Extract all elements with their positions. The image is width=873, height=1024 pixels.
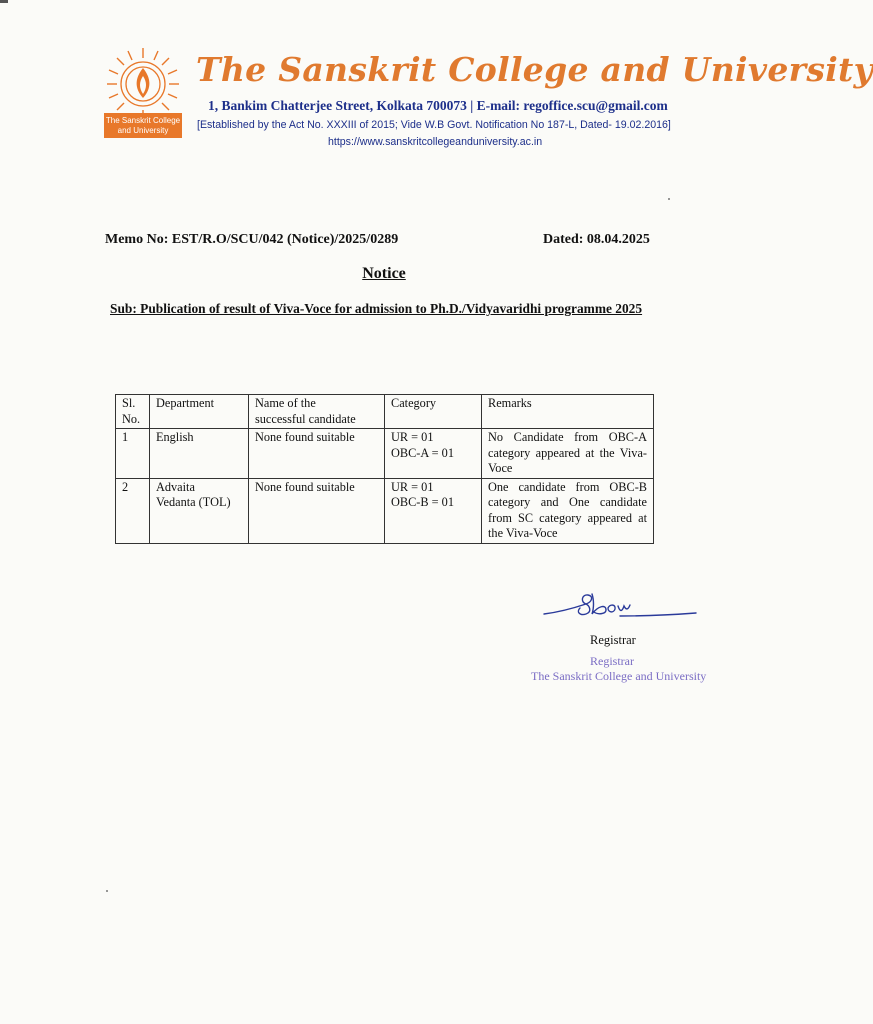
- memo-date: Dated: 08.04.2025: [543, 232, 650, 247]
- table-row: [116, 478, 654, 543]
- cell-department-line2: Vedanta (TOL): [156, 495, 231, 509]
- header-remarks: Remarks: [482, 395, 654, 429]
- cell-department: English: [150, 429, 249, 479]
- cell-sl: 1: [116, 429, 150, 479]
- cell-category-line1: UR = 01: [391, 479, 434, 494]
- header-department: Department: [150, 395, 249, 429]
- scan-speck: [106, 890, 108, 892]
- scan-speck: [668, 198, 670, 200]
- result-table: [115, 394, 654, 544]
- cell-remarks: No Candidate from OBC-A category appeared at the Viva-Voce: [482, 429, 654, 479]
- table-header-row: [116, 395, 654, 429]
- logo-banner-line1: The Sanskrit College: [105, 116, 181, 125]
- header-candidate-line1: Name of the: [255, 396, 316, 410]
- cell-department: [150, 478, 249, 543]
- cell-sl: 2: [116, 478, 150, 543]
- cell-category: [385, 429, 482, 479]
- stamp-organisation: The Sanskrit College and University: [531, 669, 707, 683]
- cell-category: [385, 478, 482, 543]
- header-candidate-line2: successful candidate: [255, 411, 356, 426]
- cell-remarks: One candidate from OBC-B category and One candidate from SC category appeared at the Viva-Voce: [482, 478, 654, 543]
- header-category: Category: [385, 395, 482, 429]
- page-edge-mark: [0, 0, 8, 3]
- logo-banner: [104, 113, 182, 138]
- logo-banner-line2: and University: [117, 126, 169, 135]
- cell-department-line1: Advaita: [156, 479, 195, 494]
- college-website: https://www.sanskritcollegeanduniversity.ac.in: [328, 136, 543, 148]
- memo-number: Memo No: EST/R.O/SCU/042 (Notice)/2025/0289: [105, 232, 399, 247]
- header-sl-line2: No.: [122, 411, 141, 426]
- college-address: 1, Bankim Chatterjee Street, Kolkata 700073 | E-mail: regoffice.scu@gmail.com: [208, 98, 668, 113]
- cell-category-line1: UR = 01: [391, 430, 434, 444]
- notice-title: Notice: [362, 265, 406, 282]
- cell-category-line2: OBC-B = 01: [391, 495, 454, 509]
- cell-candidate: None found suitable: [249, 429, 385, 479]
- college-name: The Sanskrit College and University: [196, 50, 873, 89]
- cell-category-line2: OBC-A = 01: [391, 445, 454, 460]
- header-candidate: [249, 395, 385, 429]
- notice-title-wrapper: [0, 265, 768, 283]
- header-sl-line1: Sl.: [122, 396, 136, 410]
- header-sl-no: [116, 395, 150, 429]
- stamp-title: Registrar: [590, 654, 634, 668]
- establishment-note: [Established by the Act No. XXXIII of 2015; Vide W.B Govt. Notification No 187-L, Dated- 19.02.2016]: [197, 119, 671, 131]
- notice-subject: Sub: Publication of result of Viva-Voce for admission to Ph.D./Vidyavaridhi programme 2025: [110, 301, 643, 316]
- table-row: [116, 429, 654, 479]
- cell-candidate: None found suitable: [249, 478, 385, 543]
- registrar-signature-icon: [540, 586, 700, 626]
- signatory-designation: Registrar: [590, 633, 636, 647]
